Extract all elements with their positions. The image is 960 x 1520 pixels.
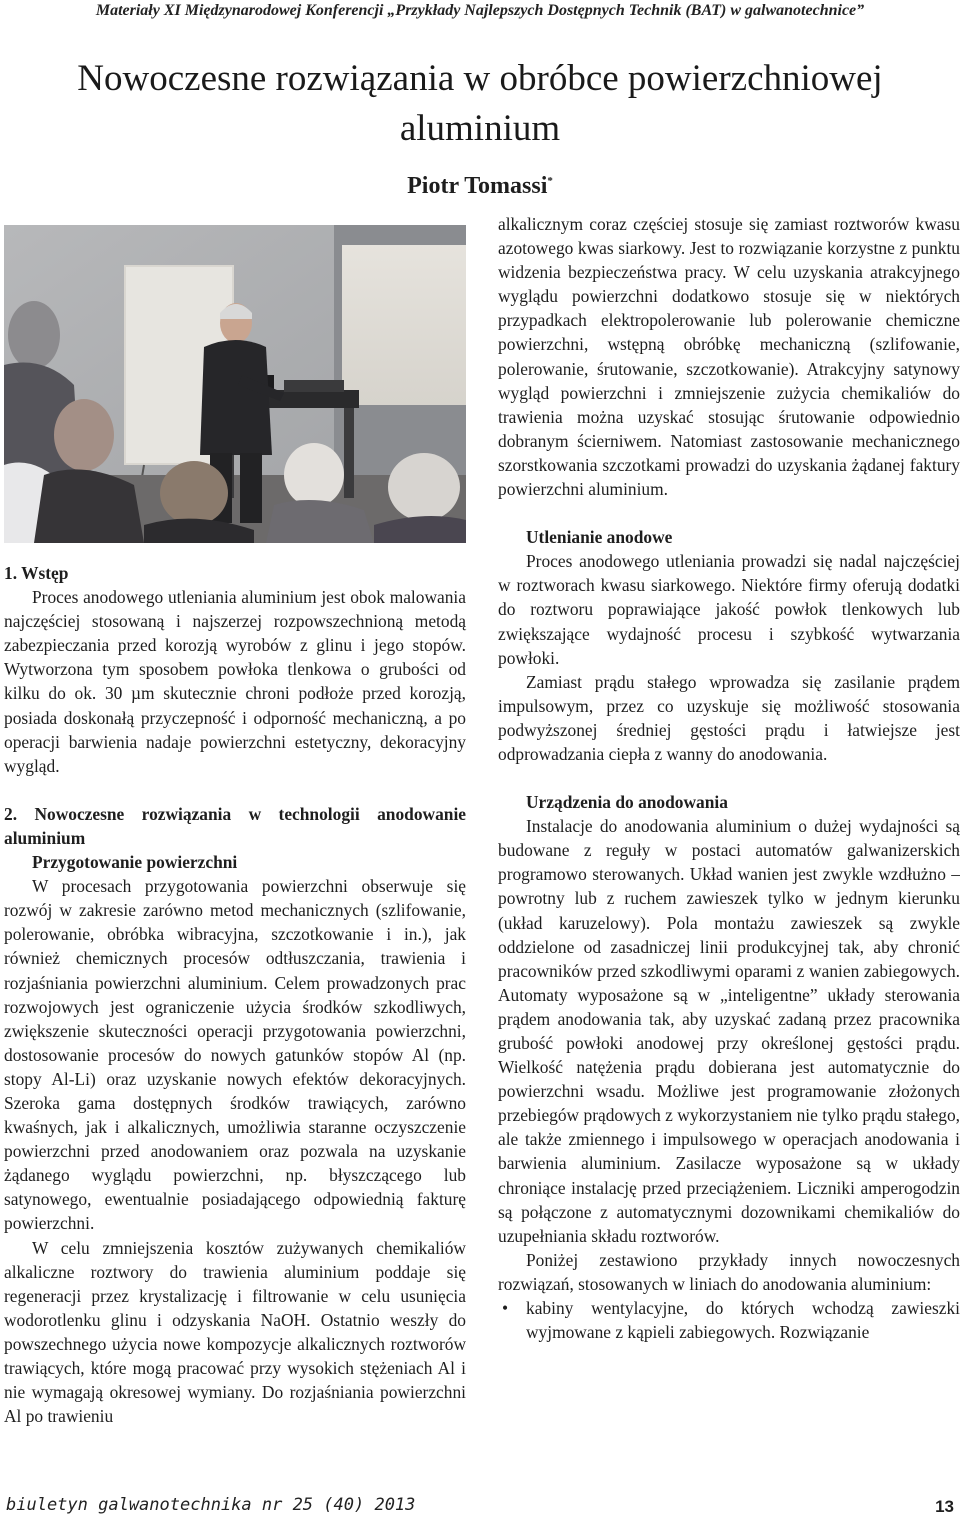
subsection-anodic-oxidation: Utlenianie anodowe <box>526 527 673 548</box>
section-1-paragraph: Proces anodowego utleniania aluminium jest obok malowania najczęściej stosowaną i najszerzej rozpowszechnioną metodą zabezpieczania przed korozją wyrobów z glinu i jego stopów. Wytworzona tym sposobem powłoka tlenkowa o grubości od kilku do ok. 30 µm skutecznie chroni podłoże przed korozją, posiada doskonałą przyczepność i odporność mechaniczną, a po operacji barwienia nadaje powierzchni estetyczny, dekoracyjny wygląd. <box>4 587 466 776</box>
right-column-continuation: alkalicznym coraz częściej stosuje się zamiast roztworów kwasu azotowego kwas siarkowy. Jest to rozwiązanie korzystne z punktu widzenia bezpieczeństwa pracy. W celu uzyskania atrakcyjnego wyglądu powierzchni dodatkowo stosuje się w niektórych przypadkach elektropolerowanie lub polerowanie chemiczne powierzchni, wstępną obróbkę mechaniczną (szlifowanie, polerowanie, śrutowanie, szczotkowanie). Atrakcyjny satynowy wygląd powierzchni i zmniejszenie zużycia chemikaliów do trawienia można uzyskać stosując śrutowanie odpowiednio dobranym ścierniwem. Natomiast zastosowanie mechanicznego szorstkowania szczotkami prowadzi do uzyskania żądanej faktury powierzchni aluminium. <box>498 214 960 500</box>
author-text: Piotr Tomassi <box>407 173 548 199</box>
section-2-paragraph-1: W procesach przygotowania powierzchni obserwuje się rozwój w zakresie zarówno metod mechanicznych (szlifowanie, polerowanie, obróbka wibracyjna, szczotkowanie i in.), jak również chemicznych procesów odtłuszczania, trawienia i rozjaśniania powierzchni aluminium. Celem prowadzonych prac rozwojowych jest ograniczenie użycia środków szkodliwych, zwiększenie skuteczności operacji przygotowania powierzchni, dostosowanie procesów do nowych gatunków stopów Al (np. stopy Al-Li) oraz uzyskanie nowych efektów dekoracyjnych. Szeroka gama dostępnych środków trawiących, zarówno kwaśnych, jak i alkalicznych, umożliwia staranne oczyszczenie powierzchni przed anodowaniem oraz pozwala na uzyskanie żądanego wyglądu powierzchni, np. błyszczącego lub satynowego, ewentualnie posiadającego odpowiednią fakturę powierzchni. <box>4 876 466 1234</box>
solutions-list <box>498 1296 960 1344</box>
author-footnote-mark: * <box>547 175 553 187</box>
conference-photo <box>4 225 466 543</box>
title-line-2: aluminium <box>399 108 561 149</box>
list-item <box>498 1296 960 1344</box>
article-title <box>20 54 940 154</box>
section-1-heading: 1. Wstęp <box>4 563 69 583</box>
right-column <box>498 212 960 1344</box>
spacer <box>4 778 466 802</box>
section-2-heading: 2. Nowoczesne rozwiązania w technologii anodowanie aluminium <box>4 803 466 848</box>
equipment-paragraph-2: Poniżej zestawiono przykłady innych nowoczesnych rozwiązań, stosowanych w liniach do anodowania aluminium: <box>498 1249 960 1294</box>
equipment-paragraph-1: Instalacje do anodowania aluminium o dużej wydajności są budowane z reguły w postaci automatów galwanizerskich programowo sterowanych. Układ wanien jest zwykle wzdłużno – powrotny lub z ruchem zawieszek tylko w jednym kierunku (układ karuzelowy). Pola montażu zawieszek są zwykle oddzielone od zasadniczej linii produkcyjnej tak, aby chronić pracowników przed szkodliwymi oparami z wanien zabiegowych. Automaty wyposażone są w „inteligentne” układy sterowania prądem anodowania tak, aby uzyskać zadaną przez pracownika grubość powłoki anodowej przy określonej gęstości prądu. Wielkość natężenia prądu dobierana jest automatycznie do powierzchni wsadu. Możliwe jest programowanie złożonych przebiegów prądowych z wykorzystaniem nie tylko prądu stałego, ale także zmiennego i impulsowego w operacjach anodowania i barwienia aluminium. Zasilacze wyposażone są w układy chroniące instalację przed przeciążeniem. Liczniki amperogodzin są połączone z automatycznymi dozownikami chemikaliów do uzupełniania składu roztworów. <box>498 816 960 1246</box>
running-header: Materiały XI Międzynarodowej Konferencji „Przykłady Najlepszych Dostępnych Technik (BAT) w galwanotechnice” <box>95 2 865 19</box>
subsection-surface-preparation: Przygotowanie powierzchni <box>32 852 238 873</box>
page-number: 13 <box>935 1497 954 1516</box>
author-name <box>0 166 960 201</box>
subsection-anodizing-equipment: Urządzenia do anodowania <box>526 792 728 813</box>
list-item-text: kabiny wentylacyjne, do których wchodzą zawieszki wyjmowane z kąpieli zabiegowych. Rozwiązanie <box>526 1298 960 1343</box>
anodic-paragraph-1: Proces anodowego utleniania prowadzi się nadal najczęściej w roztworach kwasu siarkowego. Niektóre firmy oferują dodatki do roztworu poprawiające jakość powłok tlenkowych lub zwiększające wydajność procesu i szybkość wytwarzania powłoki. <box>498 551 960 668</box>
title-line-1: Nowoczesne rozwiązania w obróbce powierzchniowej <box>77 58 883 99</box>
anodic-paragraph-2: Zamiast prądu stałego wprowadza się zasilanie prądem impulsowym, przez co uzyskuje się możliwość stosowania podwyższonej średniej gęstości prądu i łatwiejsze jest odprowadzania ciepła z wanny do anodowania. <box>498 671 960 764</box>
left-column <box>4 561 466 1428</box>
conference-photo-image <box>4 225 466 543</box>
spacer <box>498 501 960 525</box>
section-2-paragraph-2: W celu zmniejszenia kosztów zużywanych chemikaliów alkaliczne roztwory do trawienia aluminium poddaje się regeneracji przez krystalizację i filtrowanie w celu usunięcia wodorotlenku glinu i odzyskania NaOH. Ostatnio weszły do powszechnego użycia nowe kompozycje alkalicznych roztworów trawiących, które mogą pracować przy wysokich stężeniach Al i nie wymagają okresowej wymiany. Do rozjaśniania powierzchni Al po trawieniu <box>4 1237 466 1427</box>
bullet-icon: • <box>502 1298 509 1319</box>
spacer <box>498 766 960 790</box>
journal-footer: biuletyn galwanotechnika nr 25 (40) 2013 <box>6 1495 416 1515</box>
